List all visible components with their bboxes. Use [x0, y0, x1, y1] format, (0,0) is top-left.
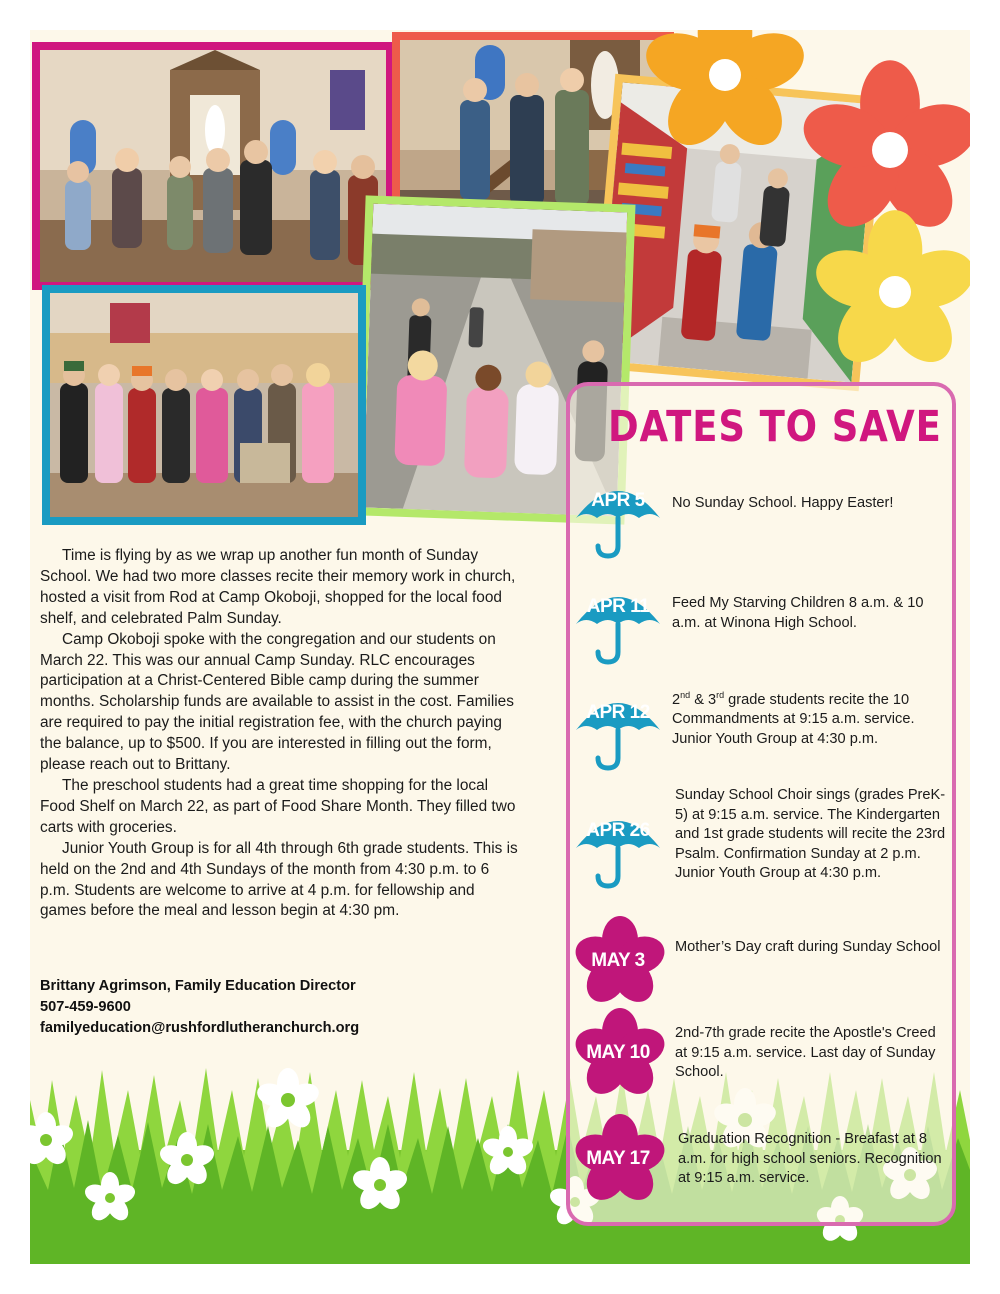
event-description: Sunday School Choir sings (grades PreK-5) at 9:15 a.m. service. The Kindergarten and 1st grade students will recite the 23rd Psalm. Confirmation Sunday at 2 p.m. Junior Youth Group at 4:30 p.m. — [675, 787, 946, 882]
event-date: APR 12 — [586, 702, 650, 723]
event-description: Graduation Recognition - Breafast at 8 a.m. for high school seniors. Recognition at 9:15 a.m. service. — [678, 1131, 942, 1187]
event-description: Mother’s Day craft during Sunday School — [675, 939, 941, 955]
umbrella-icon — [570, 682, 666, 778]
signature-email[interactable]: familyeducation@rushfordlutheranchurch.org — [40, 1020, 360, 1036]
article-paragraph: Time is flying by as we wrap up another fun month of Sunday School. We had two more classes recite their memory work in church, hosted a visit from Rod at Camp Okoboji, shopped for the local food shelf, and celebrated Palm Sunday. — [40, 547, 516, 627]
umbrella-badge — [570, 800, 666, 896]
event-date: APR 5 — [591, 490, 645, 511]
event-date: APR 11 — [586, 596, 650, 617]
preschool-group-photo — [42, 285, 366, 525]
event-description: No Sunday School. Happy Easter! — [672, 495, 894, 511]
signature-phone: 507-459-9600 — [40, 999, 131, 1015]
signature-name: Brittany Agrimson, Family Education Director — [40, 978, 356, 994]
umbrella-icon — [570, 800, 666, 896]
desc-superscript: rd — [716, 690, 725, 700]
newsletter-page — [30, 30, 970, 1264]
umbrella-badge — [570, 470, 666, 566]
flower-badge — [570, 1006, 666, 1102]
umbrella-icon — [570, 470, 666, 566]
event-date: APR 26 — [586, 820, 650, 841]
event-description — [672, 686, 944, 750]
event-description: Feed My Starving Children 8 a.m. & 10 a.m. at Winona High School. — [672, 595, 924, 631]
flower-badge — [570, 1112, 666, 1208]
desc-part: & 3 — [690, 691, 717, 708]
article-paragraph: Camp Okoboji spoke with the congregation and our students on March 22. This was our annual Camp Sunday. RLC encourages participation at a Christ-Centered Bible camp during the summer months. Scholarship funds are available to assist in the cost. Families are required to pay the initial registration fee, with the church paying the balance, up to $500. If you are interested in filling out the form, please reach out to Brittany. — [40, 630, 514, 774]
church-recitation-photo — [32, 42, 394, 290]
event-date: MAY 17 — [586, 1148, 650, 1169]
dates-to-save-title: DATES TO SAVE — [608, 402, 942, 452]
flower-badge — [570, 914, 666, 1010]
desc-superscript: nd — [680, 690, 691, 700]
article-body — [40, 546, 520, 922]
desc-part: grade students recite the 10 Commandments at 9:15 a.m. service. Junior Youth Group at 4:30 p.m. — [672, 691, 915, 748]
article-paragraph: Junior Youth Group is for all 4th through 6th grade students. This is held on the 2nd and 4th Sundays of the month from 4:30 p.m. to 6 p.m. Students are welcome to arrive at 4 p.m. for fellowship and games before the meal and lesson begin at 4:30 pm. — [40, 839, 518, 920]
event-date: MAY 3 — [591, 950, 645, 971]
article-paragraph: The preschool students had a great time shopping for the local Food Shelf on March 22, as part of Food Share Month. They filled two carts with groceries. — [40, 776, 516, 836]
signature-block — [40, 976, 520, 1039]
umbrella-badge — [570, 682, 666, 778]
event-description: 2nd-7th grade recite the Apostle's Creed at 9:15 a.m. service. Last day of Sunday School. — [675, 1025, 936, 1081]
umbrella-icon — [570, 576, 666, 672]
desc-part: 2 — [672, 691, 681, 708]
umbrella-badge — [570, 576, 666, 672]
event-date: MAY 10 — [586, 1042, 650, 1063]
